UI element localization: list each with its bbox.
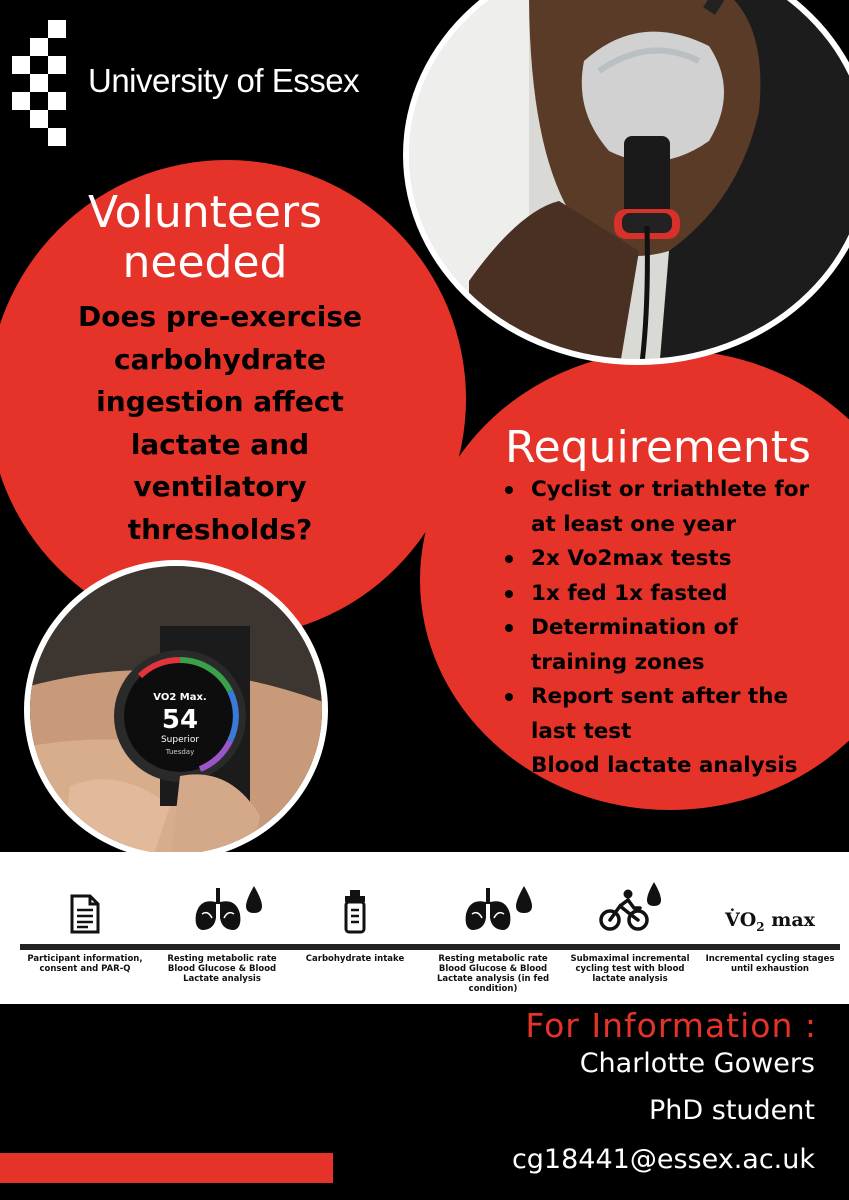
smartwatch-photo [24,560,328,860]
red-accent-bar [0,1153,333,1183]
bullet-icon [505,486,513,494]
document-icon [65,880,105,934]
university-name: University of Essex [88,62,360,99]
info-heading: For Information : [525,1006,817,1045]
timeline-step-label: Resting metabolic rate Blood Glucose & Blood Lactate analysis (in fed condition) [436,954,550,994]
watch-vo2-value: 54 [161,705,199,735]
timeline-step-label: Incremental cycling stages until exhaustion [705,954,835,974]
requirements-list [505,473,835,784]
contact-email[interactable]: cg18441@essex.ac.uk [511,1144,815,1175]
lungs-drop-icon [458,880,538,934]
vo2max-text: $V̇O_2$ max [724,909,815,934]
timeline-step-label: Carbohydrate intake [305,954,405,964]
athlete-mask-photo [403,0,849,365]
timeline-step-label: Submaximal incremental cycling test with blood lactate analysis [570,954,690,984]
bullet-icon [505,590,513,598]
study-timeline [0,852,849,1004]
study-question: Does pre-exercise carbohydrate ingestion affect lactate and ventilatory thresholds? [77,300,363,546]
lungs-drop-icon [188,880,268,934]
requirements-heading: Requirements [505,422,811,473]
vo2max-icon [720,880,820,934]
requirement-item: Determination of training zones [505,611,835,680]
bullet-icon [505,693,513,701]
bullet-icon [505,624,513,632]
requirement-item: 2x Vo2max tests [505,542,835,577]
watch-rating: Superior [160,735,200,745]
requirement-item: Report sent after the last test [505,680,835,749]
watch-day: Tuesday [165,748,195,756]
bullet-icon [505,555,513,563]
contact-role: PhD student [649,1095,815,1126]
timeline-step-label: Participant information, consent and PAR-Q [27,954,143,974]
requirement-item: 1x fed 1x fasted [505,577,835,612]
timeline-line [20,944,840,950]
cyclist-drop-icon [596,880,666,934]
requirement-item: Cyclist or triathlete for at least one year [505,473,835,542]
contact-name: Charlotte Gowers [579,1048,815,1079]
bottle-icon [335,880,375,934]
university-logo-mark [12,20,68,148]
volunteers-needed-heading: Volunteers needed [87,187,322,288]
watch-metric-label: VO2 Max. [153,692,207,703]
bullet-icon [505,762,513,770]
timeline-step-label: Resting metabolic rate Blood Glucose & Blood Lactate analysis [167,954,277,984]
requirement-item: Blood lactate analysis [505,749,835,784]
